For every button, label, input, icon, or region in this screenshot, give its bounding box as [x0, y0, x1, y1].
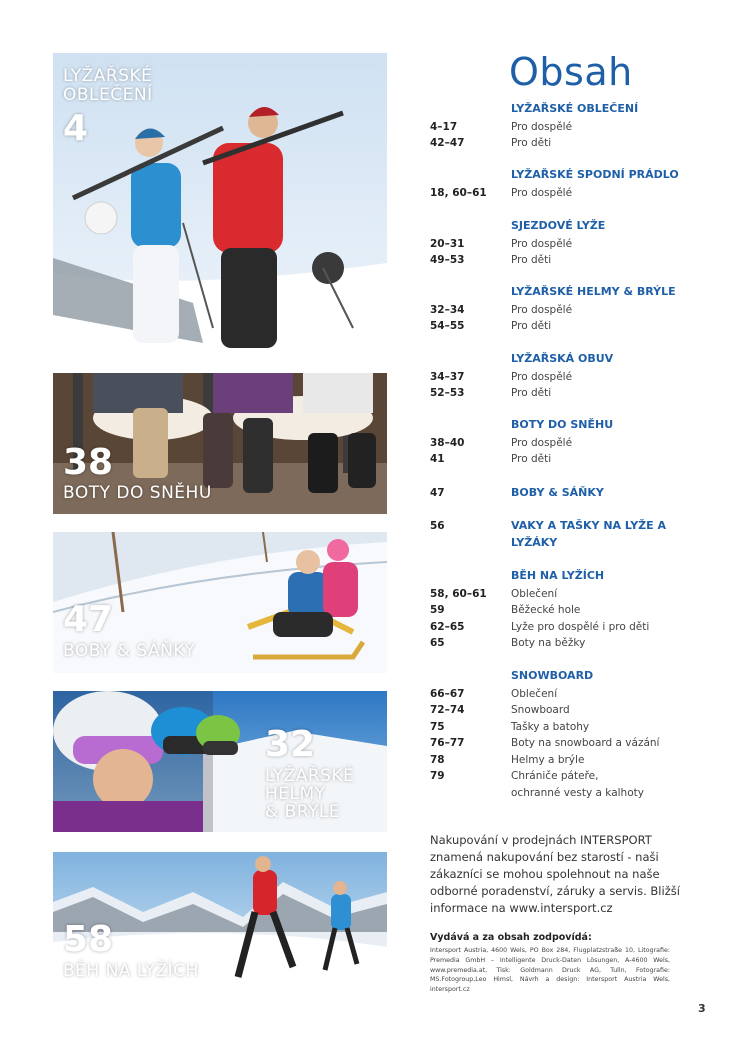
toc-pages: 75	[430, 721, 445, 733]
toc-item: Tašky a batohy	[511, 721, 590, 733]
toc-item: Pro dospělé	[511, 304, 573, 316]
toc-item: Lyže pro dospělé i pro děti	[511, 621, 650, 633]
section-heading: LYŽAŘSKÉ HELMY & BRÝLE	[511, 285, 676, 298]
toc-pages: 41	[430, 453, 445, 465]
toc-pages: 58, 60–61	[430, 588, 487, 600]
toc-pages: 42–47	[430, 137, 465, 149]
toc-pages: 54–55	[430, 320, 465, 332]
toc-pages: 59	[430, 604, 445, 616]
toc-title: Obsah	[509, 50, 633, 94]
photo-label: LYŽAŘSKÉ OBLEČENÍ	[63, 66, 153, 105]
toc-pages: 76–77	[430, 737, 465, 749]
photo-snow-boots	[53, 373, 387, 514]
toc-pages: 62–65	[430, 621, 465, 633]
toc-item: Pro děti	[511, 320, 552, 332]
toc-pages: 79	[430, 770, 445, 782]
toc-pages: 34–37	[430, 371, 465, 383]
toc-item: Pro děti	[511, 453, 552, 465]
toc-item: Oblečení	[511, 588, 558, 600]
toc-pages: 47	[430, 487, 445, 499]
toc-item: ochranné vesty a kalhoty	[511, 787, 644, 799]
toc-item: Pro dospělé	[511, 437, 573, 449]
section-heading: VAKY A TAŠKY NA LYŽE A LYŽÁKY	[511, 519, 666, 549]
toc-pages: 66–67	[430, 688, 465, 700]
toc-item: Běžecké hole	[511, 604, 581, 616]
photo-label: LYŽAŘSKÉ HELMY & BRÝLE	[265, 766, 355, 822]
toc-pages: 49–53	[430, 254, 465, 266]
section-heading: BOTY DO SNĚHU	[511, 418, 614, 431]
section-heading: SNOWBOARD	[511, 669, 594, 682]
toc-item: Pro dospělé	[511, 187, 573, 199]
toc-item: Chrániče páteře,	[511, 770, 599, 782]
toc-item: Pro děti	[511, 254, 552, 266]
toc-pages: 20–31	[430, 238, 465, 250]
photo-page-number: 38	[63, 442, 114, 483]
toc-pages: 18, 60–61	[430, 187, 487, 199]
promo-text: Nakupování v prodejnách INTERSPORT znamená nakupování bez starostí - naši zákazníci se mohou spolehnout na naše odborné poradenství, záruky a servis. Bližší informace na www.intersport.cz	[430, 833, 680, 915]
toc-pages: 38–40	[430, 437, 465, 449]
toc-pages: 52–53	[430, 387, 465, 399]
toc-item: Pro dospělé	[511, 371, 573, 383]
section-heading: LYŽAŘSKÁ OBUV	[511, 352, 614, 365]
photo-page-number: 32	[265, 724, 316, 765]
photo-page-number: 47	[63, 599, 114, 640]
toc-pages: 32–34	[430, 304, 465, 316]
toc-pages: 56	[430, 520, 445, 532]
photo-ski-clothing	[53, 53, 387, 353]
photo-page-number: 4	[63, 108, 89, 149]
imprint-text: Intersport Austria, 4600 Wels, PO Box 284, Flugplatzstraße 10, Litografie: Premedia GmbH – Intelligente Druck-Daten Lösungen, A-4600 Wels, www.premedia.at, Tisk: Goldmann Druck AG, Tulln, Fotografie: MS.Fotogroup,Leo Himsl, Návrh a design: Intersport Austria Wels, intersport.cz	[430, 947, 670, 994]
photo-page-number: 58	[63, 919, 114, 960]
toc-item: Pro dospělé	[511, 121, 573, 133]
toc-pages: 78	[430, 754, 445, 766]
toc-item: Snowboard	[511, 704, 570, 716]
toc-item: Helmy a brýle	[511, 754, 585, 766]
toc-item: Boty na běžky	[511, 637, 586, 649]
section-heading: LYŽAŘSKÉ OBLEČENÍ	[511, 102, 639, 115]
section-heading: BOBY & SÁŇKY	[511, 486, 604, 499]
toc-pages: 4–17	[430, 121, 458, 133]
toc-item: Boty na snowboard a vázání	[511, 737, 660, 749]
toc-item: Oblečení	[511, 688, 558, 700]
section-heading: SJEZDOVÉ LYŽE	[511, 219, 606, 232]
toc-item: Pro děti	[511, 387, 552, 399]
photo-helmets	[53, 691, 387, 832]
photo-label: BOTY DO SNĚHU	[63, 483, 212, 503]
toc-pages: 65	[430, 637, 445, 649]
toc-item: Pro dospělé	[511, 238, 573, 250]
section-heading: LYŽAŘSKÉ SPODNÍ PRÁDLO	[511, 168, 679, 181]
page-number: 3	[698, 1002, 706, 1015]
photo-label: BOBY & SÁŇKY	[63, 641, 196, 661]
photo-cross-country	[53, 852, 387, 993]
photo-sledges	[53, 532, 387, 673]
toc-pages: 72–74	[430, 704, 465, 716]
section-heading: BĚH NA LYŽÍCH	[511, 569, 605, 582]
toc-item: Pro děti	[511, 137, 552, 149]
photo-label: BĚH NA LYŽÍCH	[63, 961, 199, 981]
imprint-heading: Vydává a za obsah zodpovídá:	[430, 932, 592, 943]
